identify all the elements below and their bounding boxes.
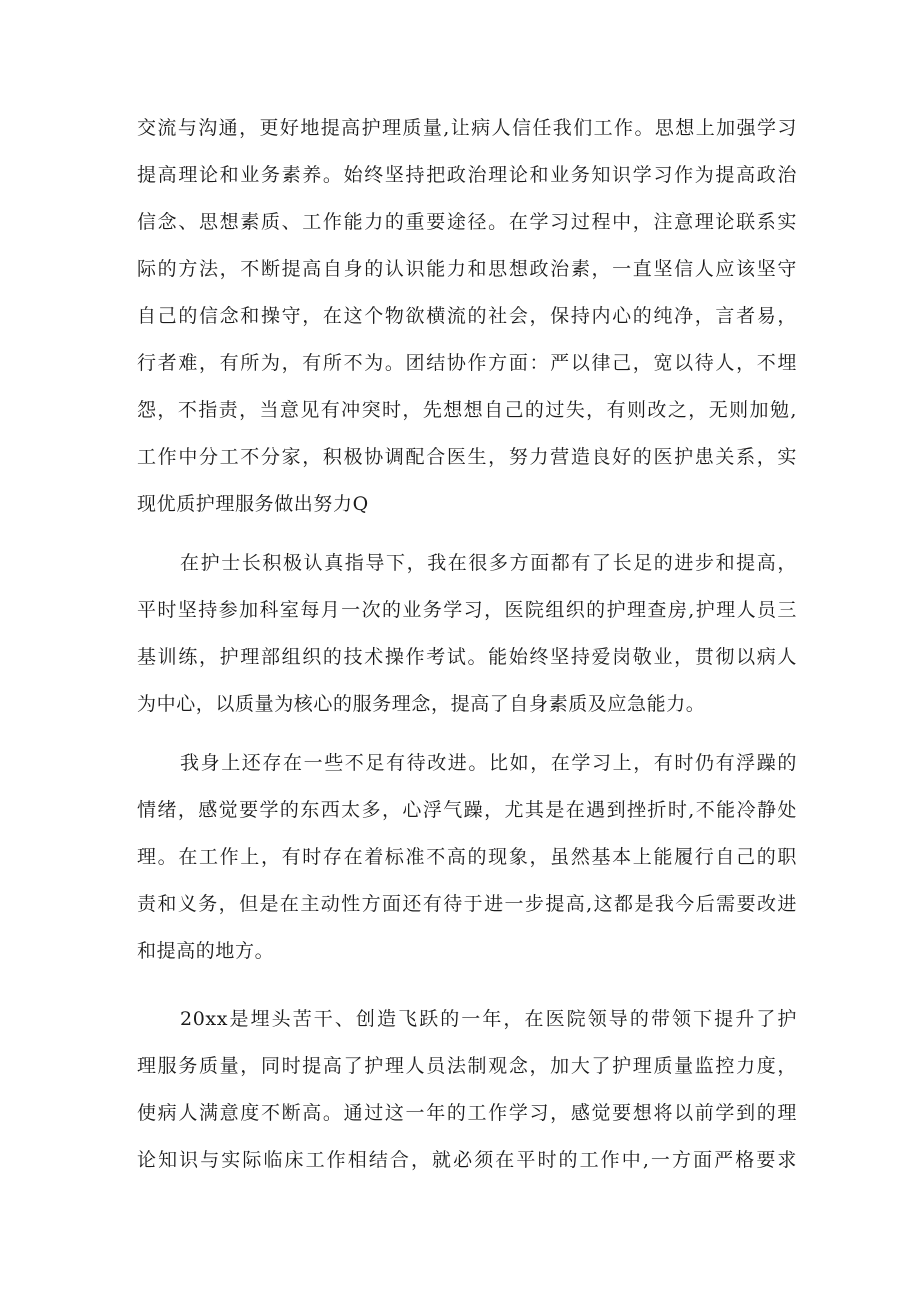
paragraph-line: 使病人满意度不断高。通过这一年的工作学习，感觉要想将以前学到的理 <box>137 1102 797 1124</box>
paragraph-line: 现优质护理服务做出努力Q <box>137 493 369 515</box>
paragraph-line: 为中心，以质量为核心的服务理念，提高了自身素质及应急能力。 <box>137 693 706 715</box>
paragraph-line: 行者难，有所为，有所不为。团结协作方面：严以律己，宽以待人，不埋 <box>137 352 797 374</box>
paragraph-line: 责和义务，但是在主动性方面还有待于进一步提高,这都是我今后需要改进 <box>137 893 797 915</box>
paragraph-line: 理服务质量，同时提高了护理人员法制观念，加大了护理质量监控力度， <box>137 1055 797 1077</box>
paragraph-line: 情绪，感觉要学的东西太多，心浮气躁，尤其是在遇到挫折时,不能冷静处 <box>137 799 797 821</box>
paragraph-line: 论知识与实际临床工作相结合，就必须在平时的工作中,一方面严格要求 <box>137 1149 797 1171</box>
paragraph-line: 在护士长积极认真指导下，我在很多方面都有了长足的进步和提高， <box>180 552 797 574</box>
paragraph-line: 基训练，护理部组织的技术操作考试。能始终坚持爱岗敬业，贯彻以病人 <box>137 646 797 668</box>
paragraph-line: 和提高的地方。 <box>137 940 275 962</box>
paragraph-line: 平时坚持参加科室每月一次的业务学习，医院组织的护理查房,护理人员三 <box>137 599 797 621</box>
paragraph-line: 怨，不指责，当意见有冲突时，先想想自己的过失，有则改之，无则加勉, <box>137 399 797 421</box>
paragraph-line: 理。在工作上，有时存在着标准不高的现象，虽然基本上能履行自己的职 <box>137 846 797 868</box>
paragraph-line: 工作中分工不分家，积极协调配合医生，努力营造良好的医护患关系，实 <box>137 446 797 468</box>
paragraph-line: 自己的信念和操守，在这个物欲横流的社会，保持内心的纯净，言者易， <box>137 305 797 327</box>
paragraph-line: 交流与沟通，更好地提高护理质量,让病人信任我们工作。思想上加强学习 <box>137 117 797 139</box>
paragraph-line: 提高理论和业务素养。始终坚持把政治理论和业务知识学习作为提高政治 <box>137 164 797 186</box>
paragraph-line: 信念、思想素质、工作能力的重要途径。在学习过程中，注意理论联系实 <box>137 211 797 233</box>
paragraph-line: 我身上还存在一些不足有待改进。比如，在学习上，有时仍有浮躁的 <box>180 752 797 774</box>
paragraph-line: 际的方法，不断提高自身的认识能力和思想政治素，一直坚信人应该坚守 <box>137 258 797 280</box>
paragraph-line: 20xx是埋头苦干、创造飞跃的一年，在医院领导的带领下提升了护 <box>180 1008 797 1030</box>
